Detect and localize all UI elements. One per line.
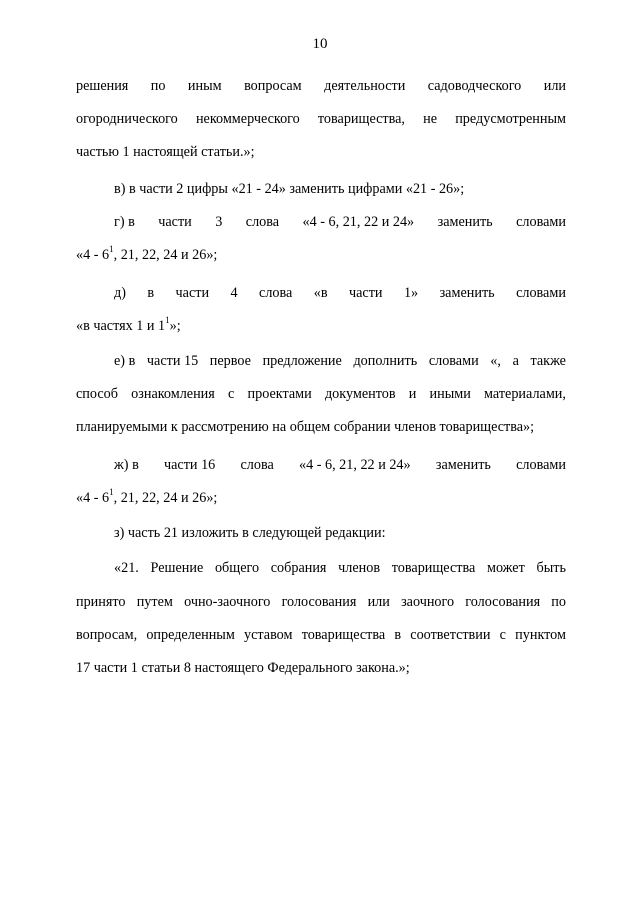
- word: и: [408, 386, 417, 402]
- word: «4 - 6, 21, 22 и 24»: [302, 214, 415, 230]
- word: огороднического: [76, 111, 178, 127]
- word: а: [512, 353, 519, 369]
- word: Решение: [150, 560, 204, 576]
- text-fragment: , 21, 22, 24 и 26»;: [113, 490, 218, 506]
- word: по: [551, 594, 566, 610]
- page-number: 10: [312, 36, 328, 52]
- word: с: [499, 627, 506, 643]
- quote-line-3: [76, 626, 566, 644]
- word: путем: [136, 594, 173, 610]
- word: также: [530, 353, 566, 369]
- word: собрания: [270, 560, 327, 576]
- word: заменить: [437, 214, 493, 230]
- word: в: [147, 285, 155, 301]
- quote-line-1: [114, 559, 566, 577]
- paragraph-v: в) в части 2 цифры «21 - 24» заменить цифрами «21 - 26»;: [114, 181, 465, 197]
- word: г) в: [114, 214, 135, 230]
- word: принято: [76, 594, 126, 610]
- paragraph-d-line-2: [76, 317, 566, 335]
- word: членов: [338, 560, 381, 576]
- word: части 15: [146, 353, 199, 369]
- paragraph-e-line-1: [114, 352, 566, 370]
- word: садоводческого: [427, 78, 522, 94]
- word: очно-заочного: [184, 594, 271, 610]
- word: вопросам: [244, 78, 302, 94]
- word: д): [114, 285, 126, 301]
- quote-line-4: 17 части 1 статьи 8 настоящего Федерального закона.»;: [76, 660, 410, 676]
- paragraph-zh-line-1: [114, 456, 566, 474]
- text-fragment: «4 - 6: [76, 247, 110, 263]
- word: материалами,: [484, 386, 566, 402]
- word: предложение: [262, 353, 342, 369]
- word: словами: [428, 353, 479, 369]
- word: не: [423, 111, 438, 127]
- superscript: 1: [109, 244, 114, 255]
- word: может: [486, 560, 525, 576]
- superscript: 1: [165, 315, 170, 326]
- word: словами: [516, 285, 566, 301]
- word: документов: [324, 386, 396, 402]
- word: 3: [215, 214, 223, 230]
- text-line-2: [76, 110, 566, 128]
- text-fragment: «4 - 6: [76, 490, 110, 506]
- word: уставом: [244, 627, 293, 643]
- text-line-1: [76, 77, 566, 95]
- word: пунктом: [515, 627, 566, 643]
- word: по: [150, 78, 166, 94]
- word: определенным: [146, 627, 235, 643]
- word: товарищества: [301, 627, 386, 643]
- word: решения: [76, 78, 129, 94]
- paragraph-e-line-3: планируемыми к рассмотрению на общем собрании членов товарищества»;: [76, 419, 535, 435]
- word: заменить: [439, 285, 495, 301]
- word: некоммерческого: [195, 111, 300, 127]
- word: или: [543, 78, 566, 94]
- word: быть: [536, 560, 566, 576]
- word: ознакомления: [131, 386, 215, 402]
- word: первое: [209, 353, 251, 369]
- word: дополнить: [353, 353, 418, 369]
- word: голосования: [465, 594, 541, 610]
- word: «4 - 6, 21, 22 и 24»: [298, 457, 411, 473]
- paragraph-z: з) часть 21 изложить в следующей редакции:: [114, 525, 386, 541]
- word: 1»: [403, 285, 419, 301]
- word: е) в: [114, 353, 136, 369]
- word: проектами: [247, 386, 312, 402]
- paragraph-zh-line-2: [76, 489, 566, 507]
- word: или: [367, 594, 390, 610]
- word: вопросам,: [76, 627, 138, 643]
- word: части: [175, 285, 210, 301]
- word: «21.: [114, 560, 139, 576]
- word: «,: [490, 353, 501, 369]
- text-fragment: »;: [169, 318, 181, 334]
- word: товарищества: [391, 560, 476, 576]
- word: слова: [245, 214, 280, 230]
- paragraph-g-line-1: [114, 213, 566, 231]
- word: части: [158, 214, 192, 230]
- quote-line-2: [76, 593, 566, 611]
- word: части 16: [164, 457, 216, 473]
- word: предусмотренным: [455, 111, 566, 127]
- word: способ: [76, 386, 118, 402]
- word: слова: [240, 457, 274, 473]
- word: в: [394, 627, 402, 643]
- word: 4: [230, 285, 238, 301]
- word: заочного: [401, 594, 455, 610]
- word: общего: [214, 560, 260, 576]
- paragraph-d-line-1: [114, 284, 566, 302]
- superscript: 1: [109, 487, 114, 498]
- paragraph-g-line-2: [76, 246, 566, 264]
- word: слова: [259, 285, 293, 301]
- word: словами: [516, 214, 566, 230]
- text-fragment: , 21, 22, 24 и 26»;: [113, 247, 218, 263]
- text-line-3: частью 1 настоящей статьи.»;: [76, 144, 255, 160]
- word: ж) в: [114, 457, 139, 473]
- paragraph-e-line-2: [76, 385, 566, 403]
- word: деятельности: [324, 78, 406, 94]
- word: иным: [187, 78, 222, 94]
- text-fragment: «в частях 1 и 1: [76, 318, 166, 334]
- word: части: [348, 285, 383, 301]
- word: иными: [429, 386, 471, 402]
- word: товарищества,: [317, 111, 405, 127]
- word: соответствии: [410, 627, 491, 643]
- word: с: [228, 386, 235, 402]
- word: голосования: [281, 594, 357, 610]
- word: заменить: [435, 457, 491, 473]
- word: «в: [313, 285, 328, 301]
- word: словами: [516, 457, 566, 473]
